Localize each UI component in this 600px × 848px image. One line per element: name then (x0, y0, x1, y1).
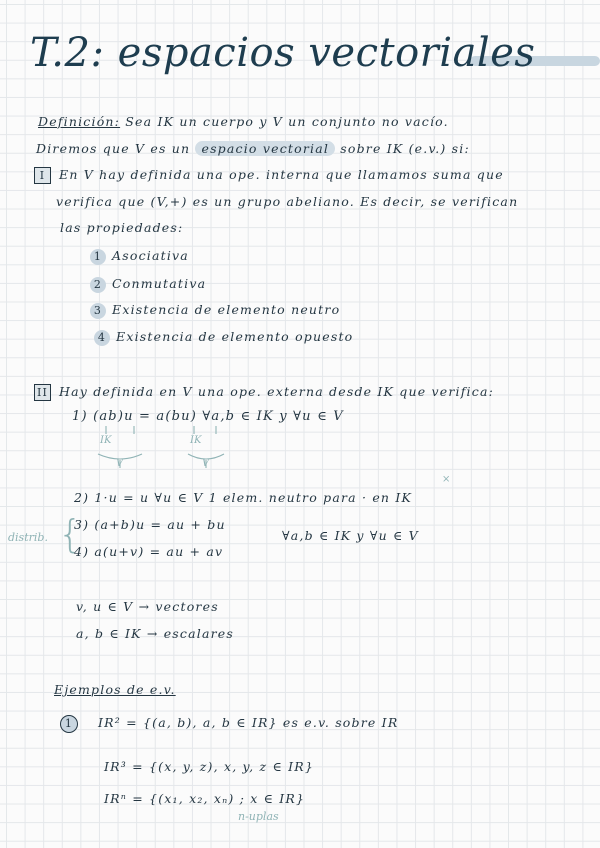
part1-line-3: las propiedades: (60, 220, 184, 235)
property-item (90, 248, 189, 265)
notation-scalars: a, b ∈ IK → escalares (76, 626, 235, 641)
annotation-ik-2: IK (190, 435, 202, 446)
part1-text-1: En V hay definida una ope. interna que llamamos suma que (59, 167, 504, 182)
part1-line-2: verifica que (V,+) es un grupo abeliano. Es decir, se verifican (56, 194, 519, 209)
nuplas-annotation: n-uplas (238, 810, 279, 823)
definition-text-2b: sobre IK (e.v.) si: (340, 141, 470, 156)
part2-line-1 (34, 384, 494, 401)
property-label: Asociativa (112, 248, 189, 263)
property-item (90, 276, 206, 293)
property-label: Existencia de elemento opuesto (116, 329, 354, 344)
part2-prop-1: 1) (ab)u = a(bu) ∀a,b ∈ IK y ∀u ∈ V (72, 409, 344, 424)
example-2: IR³ = {(x, y, z), x, y, z ∈ IR} (104, 759, 314, 774)
dot-note: × (442, 474, 451, 485)
distrib-brace: { (58, 512, 83, 556)
property-number: 4 (94, 330, 110, 346)
example-3: IRⁿ = {(x₁, x₂, xₙ) ; x ∈ IR} (104, 791, 306, 806)
definition-line-1 (38, 114, 449, 129)
annotation-ik-1: IK (100, 435, 112, 446)
definition-text-2a: Diremos que V es un (36, 141, 191, 156)
annotation-arrows (92, 424, 242, 472)
definition-highlight-term: espacio vectorial (195, 141, 335, 156)
annotation-v-2: V (202, 458, 210, 469)
property-label: Conmutativa (112, 276, 207, 291)
example-number: 1 (60, 715, 78, 733)
example-1-text: IR² = {(a, b), a, b ∈ IR} es e.v. sobre IR (98, 715, 399, 730)
property-item (90, 302, 340, 319)
distrib-label: distrib. (8, 531, 48, 544)
definition-text-1: Sea IK un cuerpo y V un conjunto no vacío. (125, 114, 449, 129)
part1-line-1 (34, 167, 504, 184)
examples-heading: Ejemplos de e.v. (54, 682, 176, 697)
example-1 (60, 715, 398, 733)
part2-number-box: II (34, 384, 51, 401)
page-title: T.2: espacios vectoriales (30, 30, 536, 76)
part2-quantifier: ∀a,b ∈ IK y ∀u ∈ V (282, 528, 419, 543)
part2-text-1: Hay definida en V una ope. externa desde IK que verifica: (59, 384, 495, 399)
property-number: 2 (90, 277, 106, 293)
part2-prop-3: 3) (a+b)u = au + bu (74, 517, 226, 532)
property-number: 1 (90, 249, 106, 265)
part2-prop-4: 4) a(u+v) = au + av (74, 544, 224, 559)
part1-number-box: I (34, 167, 51, 184)
notation-vectors: v, u ∈ V → vectores (76, 599, 219, 614)
part2-prop-2: 2) 1·u = u ∀u ∈ V 1 elem. neutro para · en IK (74, 490, 413, 505)
definition-line-2 (36, 141, 470, 156)
annotation-v-1: V (116, 458, 124, 469)
definition-label: Definición: (38, 114, 121, 129)
property-number: 3 (90, 303, 106, 319)
property-label: Existencia de elemento neutro (112, 302, 341, 317)
property-item (94, 329, 353, 346)
